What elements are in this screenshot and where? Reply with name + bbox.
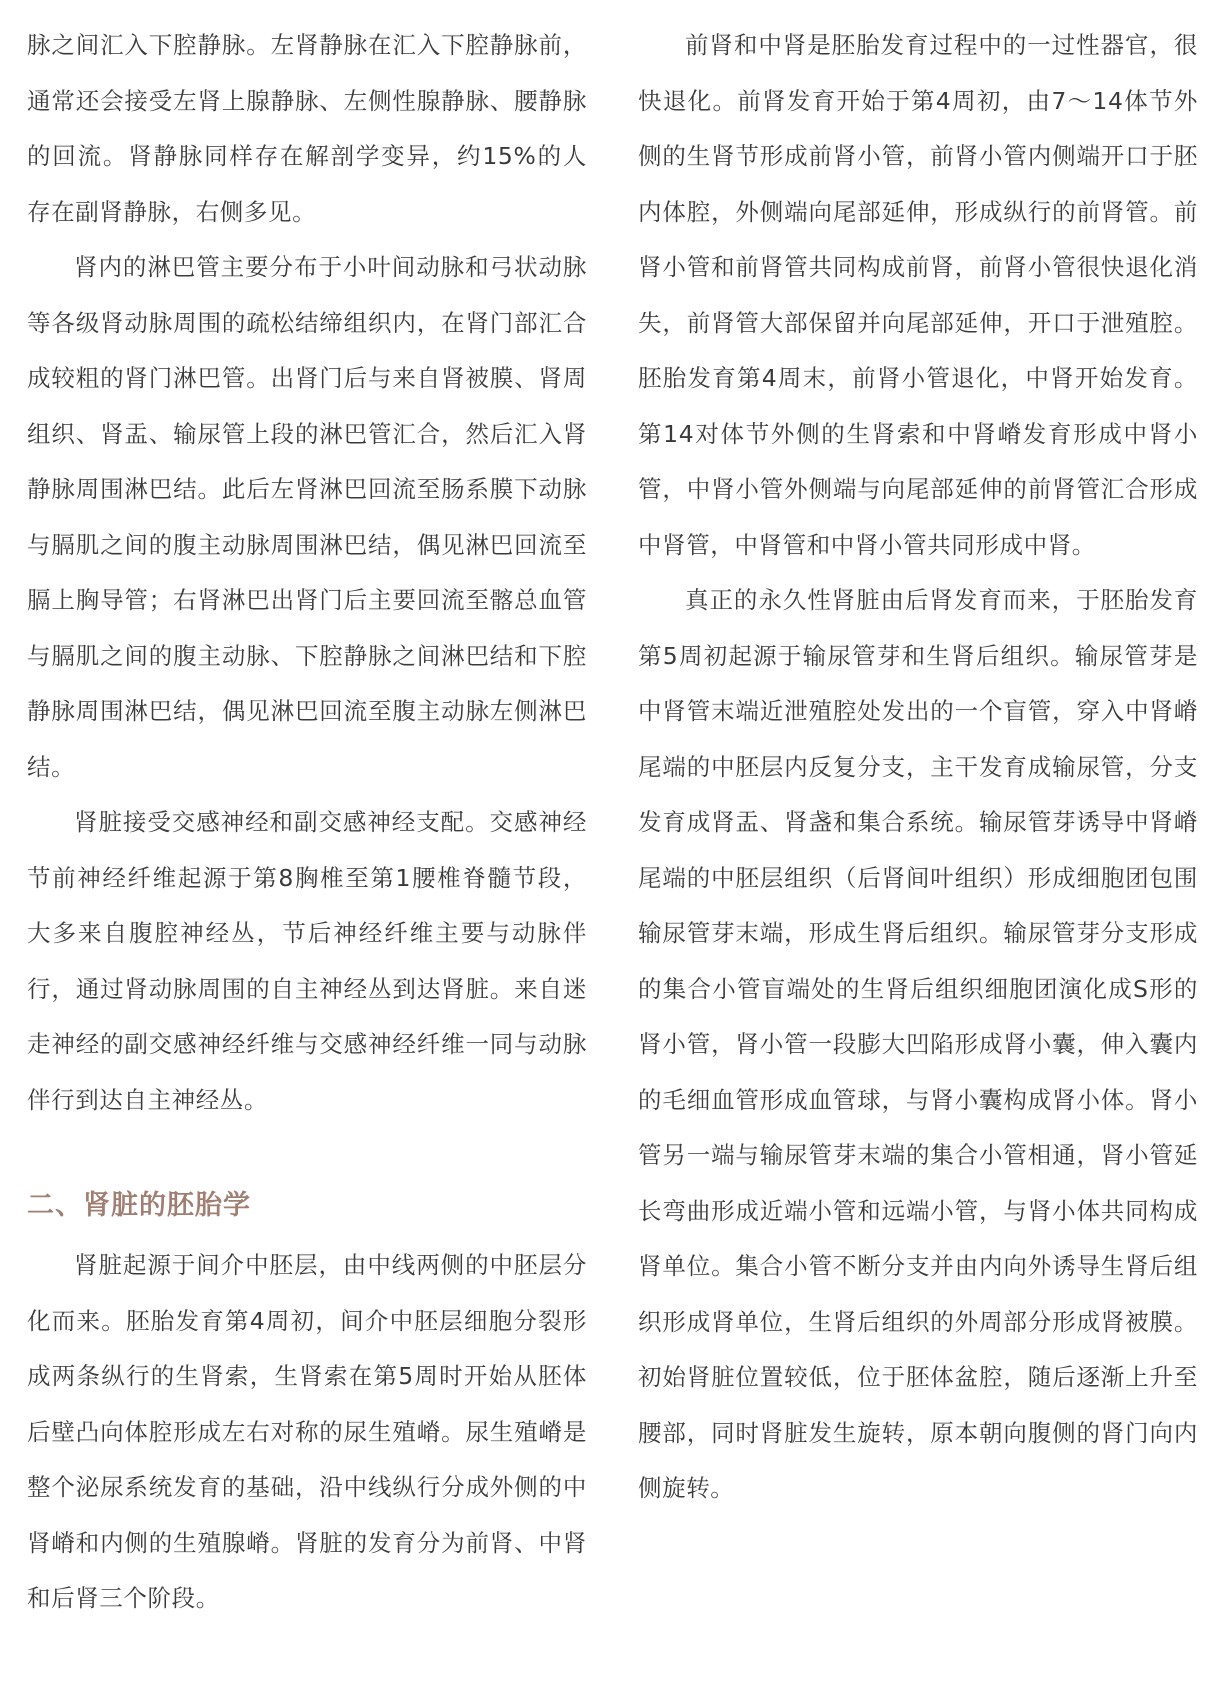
- paragraph-metanephros: 真正的永久性肾脏由后肾发育而来，于胚胎发育第5周初起源于输尿管芽和生肾后组织。输尿管芽是中肾管末端近泄殖腔处发出的一个盲管，穿入中肾嵴尾端的中胚层内反复分支，主干发育成输尿管，分支发育成肾盂、肾盏和集合系统。输尿管芽诱导中肾嵴尾端的中胚层组织（后肾间叶组织）形成细胞团包围输尿管芽末端，形成生肾后组织。输尿管芽分支形成的集合小管盲端处的生肾后组织细胞团演化成S形的肾小管，肾小管一段膨大凹陷形成肾小囊，伸入囊内的毛细血管形成血管球，与肾小囊构成肾小体。肾小管另一端与输尿管芽末端的集合小管相通，肾小管延长弯曲形成近端小管和远端小管，与肾小体共同构成肾单位。集合小管不断分支并由内向外诱导生肾后组织形成肾单位，生肾后组织的外周部分形成肾被膜。初始肾脏位置较低，位于胚体盆腔，随后逐渐上升至腰部，同时肾脏发生旋转，原本朝向腹侧的肾门向内侧旋转。: [638, 586, 1198, 1502]
- paragraph-renal-vein-continued: 脉之间汇入下腔静脉。左肾静脉在汇入下腔静脉前，通常还会接受左肾上腺静脉、左侧性腺静脉、腰静脉的回流。肾静脉同样存在解剖学变异，约15%的人存在副肾静脉，右侧多见。: [27, 31, 587, 226]
- paragraph-renal-lymphatics: 肾内的淋巴管主要分布于小叶间动脉和弓状动脉等各级肾动脉周围的疏松结缔组织内，在肾门部汇合成较粗的肾门淋巴管。出肾门后与来自肾被膜、肾周组织、肾盂、输尿管上段的淋巴管汇合，然后汇入肾静脉周围淋巴结。此后左肾淋巴回流至肠系膜下动脉与膈肌之间的腹主动脉周围淋巴结，偶见淋巴回流至膈上胸导管；右肾淋巴出肾门后主要回流至髂总血管与膈肌之间的腹主动脉、下腔静脉之间淋巴结和下腔静脉周围淋巴结，偶见淋巴回流至腹主动脉左侧淋巴结。: [27, 253, 587, 781]
- paragraph-pronephros-mesonephros: 前肾和中肾是胚胎发育过程中的一过性器官，很快退化。前肾发育开始于第4周初，由7～14体节外侧的生肾节形成前肾小管，前肾小管内侧端开口于胚内体腔，外侧端向尾部延伸，形成纵行的前肾管。前肾小管和前肾管共同构成前肾，前肾小管很快退化消失，前肾管大部保留并向尾部延伸，开口于泄殖腔。胚胎发育第4周末，前肾小管退化，中肾开始发育。第14对体节外侧的生肾索和中肾嵴发育形成中肾小管，中肾小管外侧端与向尾部延伸的前肾管汇合形成中肾管，中肾管和中肾小管共同形成中肾。: [638, 31, 1198, 559]
- paragraph-renal-innervation: 肾脏接受交感神经和副交感神经支配。交感神经节前神经纤维起源于第8胸椎至第1腰椎脊髓节段，大多来自腹腔神经丛，节后神经纤维主要与动脉伴行，通过肾动脉周围的自主神经丛到达肾脏。来自迷走神经的副交感神经纤维与交感神经纤维一同与动脉伴行到达自主神经丛。: [27, 808, 587, 1114]
- left-column: [27, 18, 587, 1627]
- right-column: [638, 18, 1198, 1517]
- paragraph-embryology-intro: 肾脏起源于间介中胚层，由中线两侧的中胚层分化而来。胚胎发育第4周初，间介中胚层细胞分裂形成两条纵行的生肾索，生肾索在第5周时开始从胚体后壁凸向体腔形成左右对称的尿生殖嵴。尿生殖嵴是整个泌尿系统发育的基础，沿中线纵行分成外侧的中肾嵴和内侧的生殖腺嵴。肾脏的发育分为前肾、中肾和后肾三个阶段。: [27, 1251, 587, 1612]
- section-heading-embryology: 二、肾脏的胚胎学: [27, 1190, 251, 1221]
